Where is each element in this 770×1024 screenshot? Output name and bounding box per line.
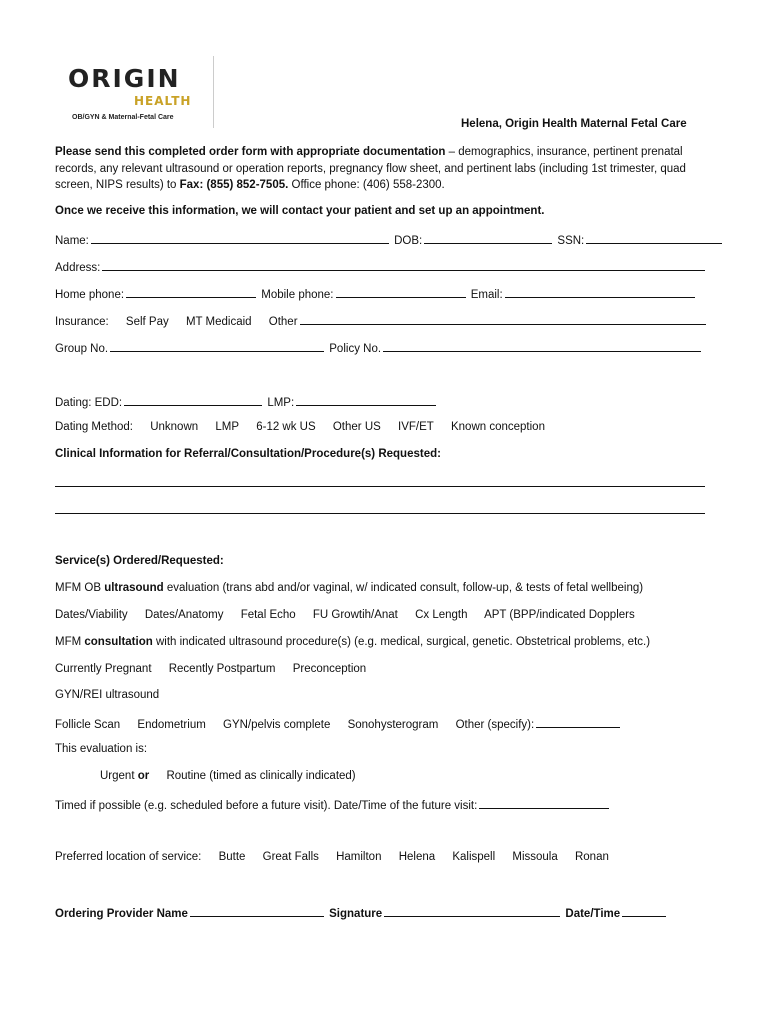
logo-name: ORIGIN	[68, 64, 181, 93]
insurance-option-self-pay[interactable]: Self Pay	[125, 316, 169, 328]
location-great-falls[interactable]: Great Falls	[262, 851, 319, 863]
consult-option-currently-pregnant[interactable]: Currently Pregnant	[55, 663, 152, 675]
policy-field[interactable]	[383, 340, 701, 352]
gyn-other-field[interactable]	[536, 716, 620, 728]
urgency-row	[100, 770, 356, 782]
group-policy-row	[55, 340, 703, 355]
dob-field[interactable]	[424, 232, 552, 244]
method-lmp[interactable]: LMP	[215, 421, 240, 433]
intro-body: – demographics, insurance, pertinent prenatal records, any relevant ultrasound or operation reports, pregnancy flow sheet, and pertinent labs (including 1st trimester, quad screen, NIPS results) to	[55, 146, 686, 191]
lmp-field[interactable]	[296, 394, 436, 406]
mfm-ob-suffix: evaluation (trans abd and/or vaginal, w/ indicated consult, follow-up, & tests of fetal wellbeing)	[163, 582, 644, 594]
home-phone-label: Home phone:	[55, 289, 125, 301]
datetime-field[interactable]	[622, 905, 666, 917]
origin-health-logo	[56, 56, 214, 128]
header-location: Helena, Origin Health Maternal Fetal Care	[461, 118, 687, 130]
phone-row	[55, 286, 697, 301]
dob-label: DOB:	[394, 235, 423, 247]
clinical-line-2[interactable]	[55, 513, 705, 514]
timed-label: Timed if possible (e.g. scheduled before a future visit). Date/Time of the future visit:	[55, 800, 478, 812]
ssn-label: SSN:	[557, 235, 585, 247]
name-field[interactable]	[91, 232, 389, 244]
mfm-ob-bold: ultrasound	[104, 582, 164, 594]
services-heading: Service(s) Ordered/Requested:	[55, 555, 224, 567]
signature-field[interactable]	[384, 905, 560, 917]
address-label: Address:	[55, 262, 101, 274]
ob-option-fetal-echo[interactable]: Fetal Echo	[240, 609, 296, 621]
ob-option-dates-anatomy[interactable]: Dates/Anatomy	[144, 609, 224, 621]
method-6-12-wk-us[interactable]: 6-12 wk US	[256, 421, 316, 433]
clinical-heading: Clinical Information for Referral/Consultation/Procedure(s) Requested:	[55, 448, 441, 460]
email-label: Email:	[470, 289, 503, 301]
ob-option-apt[interactable]: APT (BPP/indicated Dopplers	[484, 609, 635, 621]
mobile-phone-label: Mobile phone:	[261, 289, 334, 301]
method-known-conception[interactable]: Known conception	[450, 421, 545, 433]
mfm-consult-bold: consultation	[84, 636, 153, 648]
location-butte[interactable]: Butte	[218, 851, 246, 863]
timed-row	[55, 797, 611, 812]
group-label: Group No.	[55, 343, 109, 355]
method-ivf-et[interactable]: IVF/ET	[398, 421, 434, 433]
consult-option-recently-postpartum[interactable]: Recently Postpartum	[168, 663, 276, 675]
location-kalispell[interactable]: Kalispell	[452, 851, 496, 863]
dating-method-label: Dating Method:	[55, 421, 133, 433]
or-text: or	[137, 770, 150, 782]
gyn-option-follicle-scan[interactable]: Follicle Scan	[55, 719, 121, 731]
dating-row	[55, 394, 438, 409]
insurance-label: Insurance:	[55, 316, 109, 328]
mfm-ob-prefix: MFM OB	[55, 582, 105, 594]
edd-field[interactable]	[124, 394, 262, 406]
gyn-option-pelvis-complete[interactable]: GYN/pelvis complete	[223, 719, 331, 731]
insurance-option-other[interactable]: Other	[268, 316, 298, 328]
insurance-option-mt-medicaid[interactable]: MT Medicaid	[185, 316, 252, 328]
mfm-ob-ultrasound-row	[55, 582, 643, 594]
policy-label: Policy No.	[329, 343, 382, 355]
mfm-consult-suffix: with indicated ultrasound procedure(s) (e.g. medical, surgical, genetic. Obstetrical problems, etc.)	[152, 636, 651, 648]
location-helena[interactable]: Helena	[398, 851, 436, 863]
ob-option-cx-length[interactable]: Cx Length	[415, 609, 468, 621]
gyn-label: GYN/REI ultrasound	[55, 689, 160, 701]
consult-options-row	[55, 663, 366, 675]
group-field[interactable]	[110, 340, 324, 352]
address-row	[55, 259, 707, 274]
future-visit-field[interactable]	[479, 797, 609, 809]
method-other-us[interactable]: Other US	[332, 421, 381, 433]
ssn-field[interactable]	[586, 232, 722, 244]
datetime-label: Date/Time	[565, 908, 621, 920]
insurance-row	[55, 313, 708, 328]
clinical-line-1[interactable]	[55, 486, 705, 487]
mfm-consultation-row	[55, 636, 650, 648]
location-missoula[interactable]: Missoula	[512, 851, 558, 863]
name-row	[55, 232, 724, 247]
edd-label: Dating: EDD:	[55, 397, 123, 409]
location-hamilton[interactable]: Hamilton	[336, 851, 382, 863]
method-unknown[interactable]: Unknown	[150, 421, 199, 433]
ob-option-fu-growth[interactable]: FU Growtih/Anat	[312, 609, 398, 621]
logo-tagline: OB/GYN & Maternal-Fetal Care	[72, 114, 174, 121]
mobile-phone-field[interactable]	[336, 286, 466, 298]
intro-paragraph	[55, 144, 705, 194]
ob-option-dates-viability[interactable]: Dates/Viability	[55, 609, 128, 621]
ob-options-row	[55, 609, 635, 621]
gyn-option-sonohysterogram[interactable]: Sonohysterogram	[347, 719, 439, 731]
signature-label: Signature	[329, 908, 383, 920]
gyn-options-row	[55, 716, 622, 731]
routine-option[interactable]: Routine (timed as clinically indicated)	[166, 770, 356, 782]
consult-option-preconception[interactable]: Preconception	[292, 663, 367, 675]
intro-lead: Please send this completed order form with appropriate documentation	[55, 146, 446, 158]
home-phone-field[interactable]	[126, 286, 256, 298]
location-label: Preferred location of service:	[55, 851, 202, 863]
provider-field[interactable]	[190, 905, 324, 917]
gyn-option-endometrium[interactable]: Endometrium	[137, 719, 206, 731]
dating-method-row	[55, 421, 545, 433]
location-row	[55, 851, 609, 863]
mfm-consult-prefix: MFM	[55, 636, 85, 648]
fax-number: Fax: (855) 852-7505.	[179, 179, 289, 191]
urgent-option[interactable]: Urgent	[100, 770, 135, 782]
location-ronan[interactable]: Ronan	[574, 851, 609, 863]
lmp-label: LMP:	[267, 397, 295, 409]
gyn-option-other[interactable]: Other (specify):	[455, 719, 535, 731]
address-field[interactable]	[102, 259, 705, 271]
insurance-other-field[interactable]	[300, 313, 706, 325]
provider-row	[55, 905, 668, 920]
email-field[interactable]	[505, 286, 695, 298]
contact-note: Once we receive this information, we will contact your patient and set up an appointment.	[55, 205, 545, 217]
provider-label: Ordering Provider Name	[55, 908, 188, 920]
logo-sub: HEALTH	[134, 94, 192, 108]
office-phone: Office phone: (406) 558-2300.	[288, 179, 445, 191]
eval-label: This evaluation is:	[55, 743, 148, 755]
name-label: Name:	[55, 235, 89, 247]
